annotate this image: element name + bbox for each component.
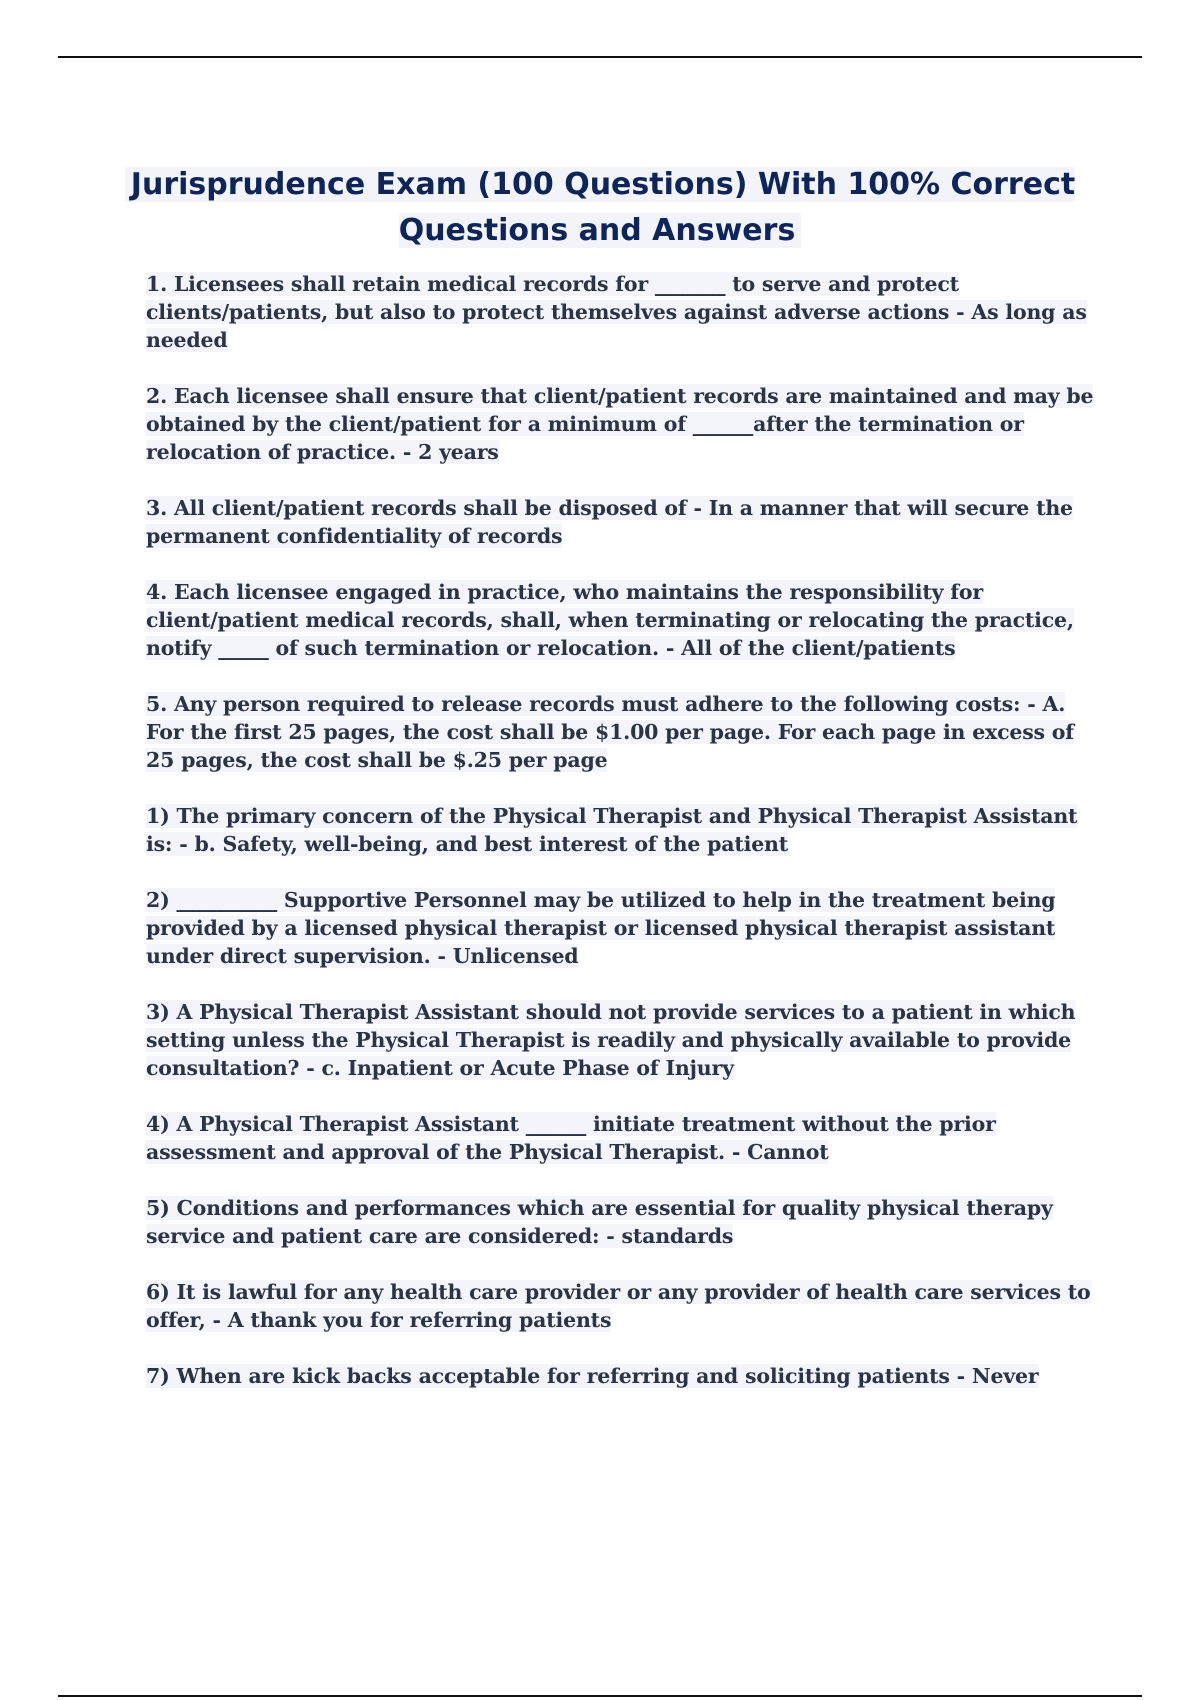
footer-rule (58, 1695, 1142, 1697)
qa-item-7: 2) __________ Supportive Personnel may be utilized to help in the treatment being provided by a licensed physical therapist or licensed physical therapist assistant under direct supervision. - Unlicensed (146, 888, 1056, 968)
qa-list (146, 270, 1096, 1418)
qa-item-3: 3. All client/patient records shall be disposed of - In a manner that will secure the permanent confidentiality of records (146, 496, 1073, 548)
qa-item-8: 3) A Physical Therapist Assistant should not provide services to a patient in which setting unless the Physical Therapist is readily and physically available to provide consultation? - c. Inpatient or Acute Phase of Injury (146, 1000, 1076, 1080)
document-title (120, 162, 1080, 254)
header-rule (58, 56, 1142, 58)
qa-item-2: 2. Each licensee shall ensure that client/patient records are maintained and may be obtained by the client/patient for a minimum of ______after the termination or relocation of practice. - 2 years (146, 384, 1094, 464)
document-title-text: Jurisprudence Exam (100 Questions) With 100% Correct Questions and Answers (125, 167, 1075, 248)
qa-item-12: 7) When are kick backs acceptable for referring and soliciting patients - Never (146, 1364, 1039, 1388)
qa-item-11: 6) It is lawful for any health care provider or any provider of health care services to offer, - A thank you for referring patients (146, 1280, 1091, 1332)
qa-item-6: 1) The primary concern of the Physical Therapist and Physical Therapist Assistant is: - b. Safety, well-being, and best interest of the patient (146, 804, 1078, 856)
qa-item-9: 4) A Physical Therapist Assistant ______ initiate treatment without the prior assessment and approval of the Physical Therapist. - Cannot (146, 1112, 996, 1164)
qa-item-1: 1. Licensees shall retain medical records for _______ to serve and protect clients/patients, but also to protect themselves against adverse actions - As long as needed (146, 272, 1087, 352)
qa-item-4: 4. Each licensee engaged in practice, who maintains the responsibility for client/patient medical records, shall, when terminating or relocating the practice, notify _____ of such termination or relocation. - All of the client/patients (146, 580, 1074, 660)
qa-item-5: 5. Any person required to release records must adhere to the following costs: - A. For the first 25 pages, the cost shall be $1.00 per page. For each page in excess of 25 pages, the cost shall be $.25 per page (146, 692, 1074, 772)
qa-item-10: 5) Conditions and performances which are essential for quality physical therapy service and patient care are considered: - standards (146, 1196, 1053, 1248)
